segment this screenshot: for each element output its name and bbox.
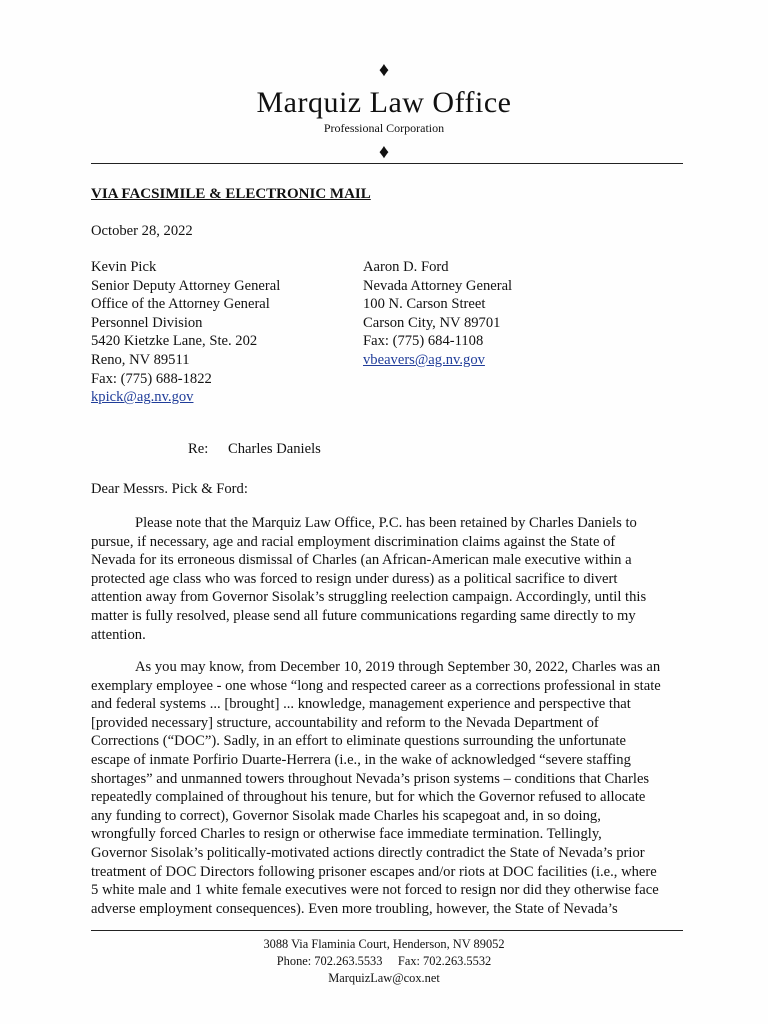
address-line: Kevin Pick <box>91 259 157 275</box>
paragraph-line: Governor Sisolak’s politically-motivated actions directly contradict the State of Nevada’s prior <box>91 844 645 861</box>
salutation: Dear Messrs. Pick & Ford: <box>91 481 248 497</box>
paragraph-line: attention away from Governor Sisolak’s struggling reelection campaign. Accordingly, until this <box>91 589 647 606</box>
paragraph-line: exemplary employee - one whose “long and respected career as a corrections professional in state <box>91 677 661 694</box>
recipient-block-2 <box>363 258 512 370</box>
paragraph-1 <box>91 514 687 644</box>
paragraph-line: [provided necessary] structure, accountability and reform to the Nevada Department of <box>91 714 599 731</box>
firm-subtitle: Professional Corporation <box>323 121 445 135</box>
re-line <box>188 440 321 459</box>
paragraph-line: As you may know, from December 10, 2019 through September 30, 2022, Charles was an <box>135 659 661 675</box>
address-line: Aaron D. Ford <box>363 259 449 275</box>
address-line: Nevada Attorney General <box>363 277 513 294</box>
address-line: Reno, NV 89511 <box>91 351 190 368</box>
address-line: 5420 Kietzke Lane, Ste. 202 <box>91 333 258 350</box>
address-line: Personnel Division <box>91 314 203 331</box>
paragraph-line: matter is fully resolved, please send all future communications regarding same directly to my <box>91 607 636 624</box>
paragraph-line: wrongfully forced Charles to resign or otherwise face immediate termination. Tellingly, <box>91 826 602 843</box>
re-label: Re: <box>188 441 209 457</box>
recipient-email-link[interactable]: vbeavers@ag.nv.gov <box>363 351 485 368</box>
letter-date: October 28, 2022 <box>91 223 193 239</box>
footer-phone-fax: Phone: 702.263.5533 Fax: 702.263.5532 <box>276 954 492 968</box>
address-line: Fax: (775) 684-1108 <box>363 333 484 350</box>
paragraph-line: repeatedly complained of throughout his tenure, but for which the Governor refused to allocate <box>91 789 646 806</box>
re-subject: Charles Daniels <box>228 441 321 457</box>
header-divider <box>91 163 683 164</box>
paragraph-line: adverse employment consequences). Even more troubling, however, the State of Nevada’s <box>91 900 618 917</box>
paragraph-line: treatment of DOC Directors following prisoner escapes and/or riots at DOC facilities (i.e., where <box>91 863 657 880</box>
recipient-block-1 <box>91 258 280 407</box>
address-line: Office of the Attorney General <box>91 296 270 313</box>
address-line: Carson City, NV 89701 <box>363 314 501 331</box>
address-line: 100 N. Carson Street <box>363 296 486 313</box>
paragraph-line: Nevada for its erroneous dismissal of Charles (an African-American male executive within a <box>91 552 632 569</box>
paragraph-line: Corrections (“DOC”). Sadly, in an effort to eliminate questions surrounding the unfortunate <box>91 733 626 750</box>
paragraph-line: and federal systems ... [brought] ... knowledge, management experience and perspective that <box>91 696 631 713</box>
footer-email: MarquizLaw@cox.net <box>328 971 440 985</box>
address-line: Senior Deputy Attorney General <box>91 277 281 294</box>
paragraph-2 <box>91 658 687 918</box>
paragraph-line: attention. <box>91 626 146 643</box>
footer-address: 3088 Via Flaminia Court, Henderson, NV 89052 <box>263 937 505 951</box>
paragraph-line: escape of inmate Porfirio Duarte-Herrera (i.e., in the wake of acknowledged “severe staffing <box>91 751 631 768</box>
paragraph-line: Please note that the Marquiz Law Office, P.C. has been retained by Charles Daniels to <box>135 515 637 531</box>
firm-name: Marquiz Law Office <box>256 86 512 119</box>
paragraph-line: any funding to correct), Governor Sisolak made Charles his scapegoat and, in so doing, <box>91 807 601 824</box>
delivery-method: VIA FACSIMILE & ELECTRONIC MAIL <box>91 186 371 202</box>
top-ornament-icon: ♦ <box>378 59 390 81</box>
paragraph-line: protected age class who was forced to resign under duress) as a political sacrifice to divert <box>91 570 618 587</box>
bottom-ornament-icon: ♦ <box>378 141 390 163</box>
paragraph-line: 5 white male and 1 white female executives were not forced to resign nor did they otherwise face <box>91 882 659 899</box>
address-line: Fax: (775) 688-1822 <box>91 370 212 387</box>
paragraph-line: pursue, if necessary, age and racial employment discrimination claims against the State of <box>91 533 616 550</box>
paragraph-line: shortages” and unmanned towers throughout Nevada’s prison systems – conditions that Charles <box>91 770 650 787</box>
recipient-email-link[interactable]: kpick@ag.nv.gov <box>91 389 194 406</box>
footer-divider <box>91 930 683 931</box>
